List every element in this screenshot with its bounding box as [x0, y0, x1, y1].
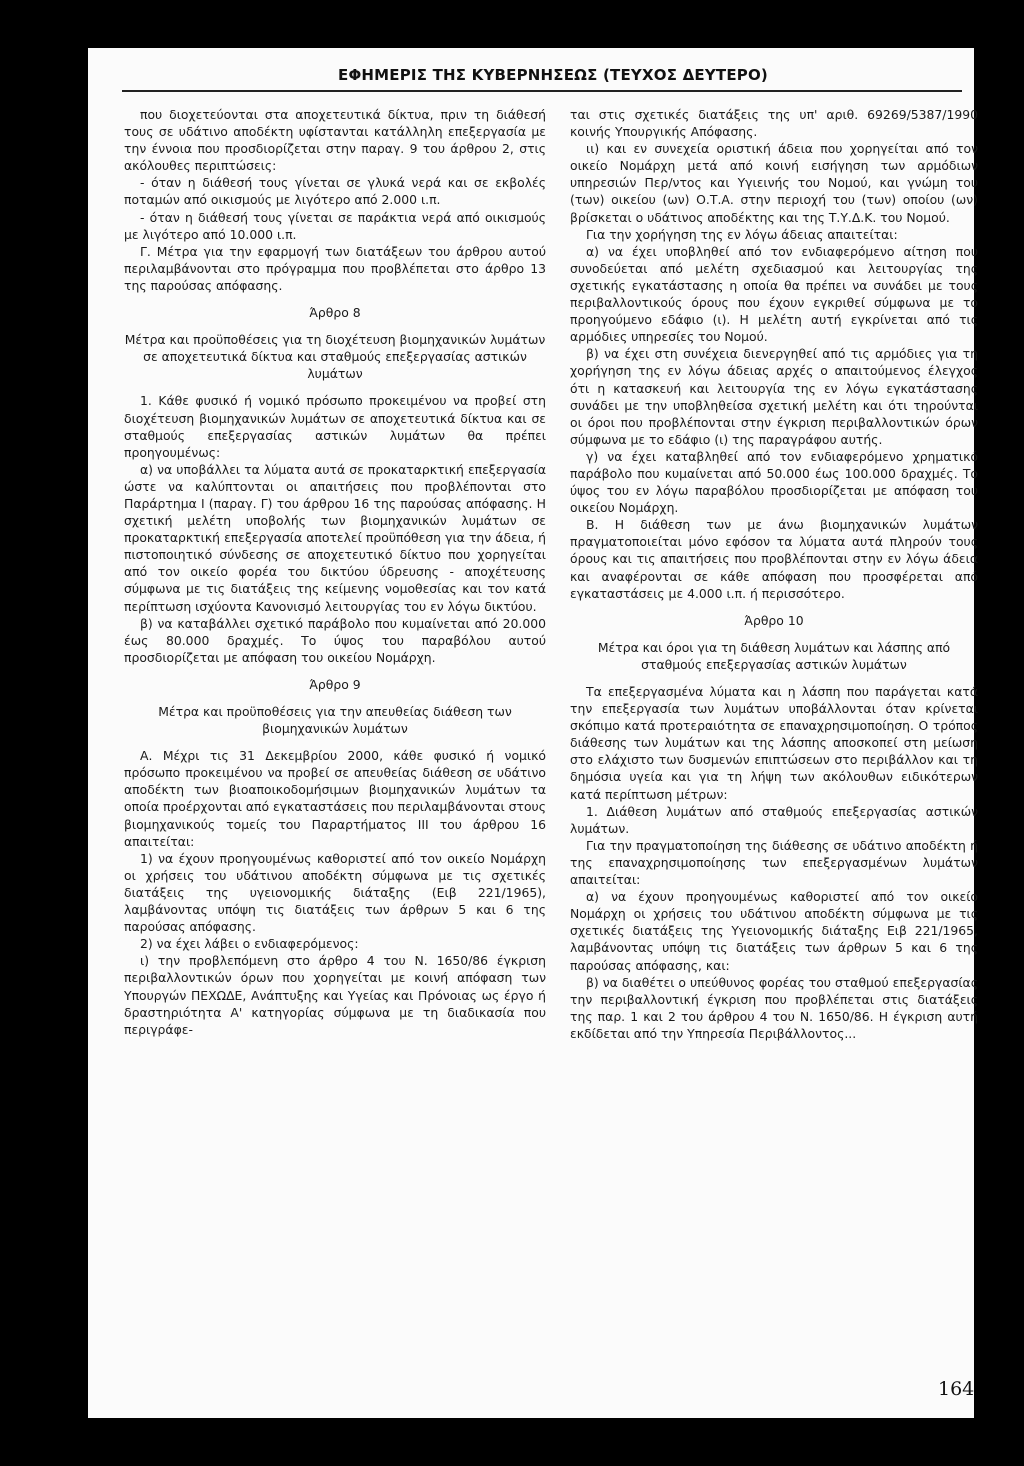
paragraph: γ) να έχει καταβληθεί από τον ενδιαφερόμενο χρηματικό παράβολο που κυμαίνεται από 50.000 έως 100.000 δραχμές. Το ύψος του εν λόγω παραβόλου προσδιορίζεται με απόφαση του οικείου Νομάρχη.: [570, 448, 978, 516]
page-number: 164: [938, 1378, 975, 1400]
paragraph: 1. Διάθεση λυμάτων από σταθμούς επεξεργασίας αστικών λυμάτων.: [570, 803, 978, 836]
article-title: Μέτρα και όροι για τη διάθεση λυμάτων και λάσπης από σταθμούς επεξεργασίας αστικών λυμάτων: [597, 639, 951, 672]
paragraph: - όταν η διάθεσή τους γίνεται σε γλυκά νερά και σε εκβολές ποταμών από οικισμούς με λιγότερο από 2.000 ι.π.: [124, 175, 546, 208]
paragraph: Β. Η διάθεση των με άνω βιομηχανικών λυμάτων πραγματοποιείται μόνο εφόσον τα λύματα αυτά πληρούν τους όρους και τις απαιτήσεις που προβλέπονται στην εν λόγω άδεια και αναφέρονται σε κάθε απόφαση που προσφέρεται από εγκαταστάσεις με 4.000 ι.π. ή περισσότερο.: [570, 517, 978, 601]
paragraph: ται στις σχετικές διατάξεις της υπ' αριθ. 69269/5387/1990 κοινής Υπουργικής Απόφασης.: [570, 107, 978, 140]
paragraph: Α. Μέχρι τις 31 Δεκεμβρίου 2000, κάθε φυσικό ή νομικό πρόσωπο προκειμένου να προβεί σε απευθείας διάθεση σε υδάτινο αποδέκτη των βιοαποικοδομήσιμων βιομηχανικών λυμάτων τα οποία προέρχονται από εγκαταστάσεις που περιλαμβάνονται στους βιομηχανικούς τομείς του Παραρτήματος III του άρθρου 16 απαιτείται:: [124, 748, 546, 849]
paragraph: που διοχετεύονται στα αποχετευτικά δίκτυα, πριν τη διάθεσή τους σε υδάτινο αποδέκτη υφίστανται κατάλληλη επεξεργασία με την έννοια που προσδιορίζεται στην παραγ. 9 του άρθρου 2, στις ακόλουθες περιπτώσεις:: [124, 107, 546, 174]
paragraph: 1. Κάθε φυσικό ή νομικό πρόσωπο προκειμένου να προβεί στη διοχέτευση βιομηχανικών λυμάτων σε αποχετευτικά δίκτυα και σε σταθμούς επεξεργασίας αστικών λυμάτων θα πρέπει προηγουμένως:: [124, 393, 546, 460]
article-heading: Άρθρο 10: [744, 612, 804, 628]
right-column: [570, 106, 978, 1042]
page-header: ΕΦΗΜΕΡΙΣ ΤΗΣ ΚΥΒΕΡΝΗΣΕΩΣ (ΤΕΥΧΟΣ ΔΕΥΤΕΡΟ): [338, 66, 768, 84]
article-heading: Άρθρο 8: [309, 305, 361, 321]
paragraph: β) να έχει στη συνέχεια διενεργηθεί από τις αρμόδιες για τη χορήγηση της εν λόγω άδειας αρχές ο απαιτούμενος έλεγχος ότι η κατασκευή και λειτουργία της εν λόγω εγκατάστασης συνάδει με την υποβληθείσα σχετική μελέτη και ότι τηρούνται οι όροι που προβλέπονται στην έγκριση περιβαλλοντικών όρων σύμφωνα με το εδάφιο (ι) της παραγράφου αυτής.: [570, 346, 978, 447]
paragraph: α) να έχουν προηγουμένως καθοριστεί από τον οικείο Νομάρχη οι χρήσεις του υδάτινου αποδέκτη σύμφωνα με τις σχετικές διατάξεις της Υγειονομικής διάταξης Ειβ 221/1965, λαμβάνοντας υπόψη τις διατάξεις των άρθρων 5 και 6 της παρούσας απόφασης, και:: [570, 889, 978, 973]
header-rule: [122, 90, 962, 92]
paragraph: α) να υποβάλλει τα λύματα αυτά σε προκαταρκτική επεξεργασία ώστε να καλύπτονται οι απαιτήσεις που προβλέπονται στο Παράρτημα I (παραγ. Γ) του άρθρου 16 της παρούσας απόφασης. Η σχετική μελέτη υποβολής των βιομηχανικών λυμάτων σε προκαταρκτική επεξεργασία αποτελεί προϋπόθεση για την άδεια, ή πιστοποιητικό σύνδεσης σε αποχετευτικό δίκτυο που χορηγείται από τον οικείο φορέα του δικτύου ύδρευσης - αποχέτευσης σύμφωνα με τις διατάξεις της κείμενης νομοθεσίας και τον κατά περίπτωση ισχύοντα Κανονισμό λειτουργίας του εν λόγω δικτύου.: [124, 461, 546, 614]
paragraph: - όταν η διάθεσή τους γίνεται σε παράκτια νερά από οικισμούς με λιγότερο από 10.000 ι.π.: [124, 209, 546, 242]
paragraph: β) να διαθέτει ο υπεύθυνος φορέας του σταθμού επεξεργασίας την περιβαλλοντική έγκριση που προβλέπεται στις διατάξεις της παρ. 1 και 2 του άρθρου 4 του Ν. 1650/86. Η έγκριση αυτή εκδίδεται από την Υπηρεσία Περιβάλλοντος...: [570, 974, 978, 1041]
article-title: Μέτρα και προϋποθέσεις για την απευθείας διάθεση των βιομηχανικών λυμάτων: [158, 704, 512, 737]
paragraph: Τα επεξεργασμένα λύματα και η λάσπη που παράγεται κατά την επεξεργασία των λυμάτων υποβάλλονται όταν κρίνεται σκόπιμο κατά προτεραιότητα σε επαναχρησιμοποίηση. Ο τρόπος διάθεσης των λυμάτων και της λάσπης αποσκοπεί στη μείωση στο ελάχιστο των δυσμενών επιπτώσεων στο περιβάλλον και τη δημόσια υγεία και για τη λήψη των ακόλουθων ειδικότερων κατά περίπτωση μέτρων:: [570, 684, 978, 802]
paragraph: Γ. Μέτρα για την εφαρμογή των διατάξεων του άρθρου αυτού περιλαμβάνονται στο πρόγραμμα που προβλέπεται στο άρθρο 13 της παρούσας απόφασης.: [124, 243, 546, 293]
paragraph: ιι) και εν συνεχεία οριστική άδεια που χορηγείται από τον οικείο Νομάρχη μετά από κοινή εισήγηση των αρμόδιων υπηρεσιών Περ/ντος και Υγιεινής του Νομού, και γνώμη του (των) οικείου (ων) Ο.Τ.Α. στην περιοχή του (των) οποίου (ων) βρίσκεται ο υδάτινος αποδέκτης και της Τ.Υ.Δ.Κ. του Νομού.: [570, 141, 978, 225]
paragraph: 1) να έχουν προηγουμένως καθοριστεί από τον οικείο Νομάρχη οι χρήσεις του υδάτινου αποδέκτη σύμφωνα με τις σχετικές διατάξεις της υγειονομικής διάταξης (Ειβ 221/1965), λαμβάνοντας υπόψη τις διατάξεις των άρθρων 5 και 6 της παρούσας απόφασης.: [124, 850, 546, 935]
article-heading: Άρθρο 9: [309, 676, 361, 692]
paragraph: α) να έχει υποβληθεί από τον ενδιαφερόμενο αίτηση που συνοδεύεται από μελέτη σχεδιασμού και λειτουργίας της σχετικής εγκατάστασης η οποία θα πρέπει να συνάδει με τους περιβαλλοντικούς όρους που έχουν εγκριθεί σύμφωνα με το προηγούμενο εδάφιο (ι). Η μελέτη αυτή εγκρίνεται από τις αρμόδιες υπηρεσίες του Νομού.: [570, 243, 978, 345]
paragraph: β) να καταβάλλει σχετικό παράβολο που κυμαίνεται από 20.000 έως 80.000 δραχμές. Το ύψος του παραβόλου αυτού προσδιορίζεται με απόφαση του οικείου Νομάρχη.: [124, 615, 546, 665]
article-title: Μέτρα και προϋποθέσεις για τη διοχέτευση βιομηχανικών λυμάτων σε αποχετευτικά δίκτυα και σταθμούς επεξεργασίας αστικών λυμάτων: [124, 332, 546, 382]
paragraph: ι) την προβλεπόμενη στο άρθρο 4 του Ν. 1650/86 έγκριση περιβαλλοντικών όρων που χορηγείται με κοινή απόφαση των Υπουργών ΠΕΧΩΔΕ, Ανάπτυξης και Υγείας και Πρόνοιας ως έργο ή δραστηριότητα Α' κατηγορίας σύμφωνα με τη διαδικασία που περιγράφε-: [124, 953, 546, 1037]
left-column: [124, 106, 546, 1038]
paragraph: Για την πραγματοποίηση της διάθεσης σε υδάτινο αποδέκτη ή της επαναχρησιμοποίησης των επεξεργασμένων λυμάτων απαιτείται:: [570, 837, 978, 888]
paragraph: 2) να έχει λάβει ο ενδιαφερόμενος:: [140, 936, 359, 952]
paragraph: Για την χορήγηση της εν λόγω άδειας απαιτείται:: [586, 226, 898, 242]
